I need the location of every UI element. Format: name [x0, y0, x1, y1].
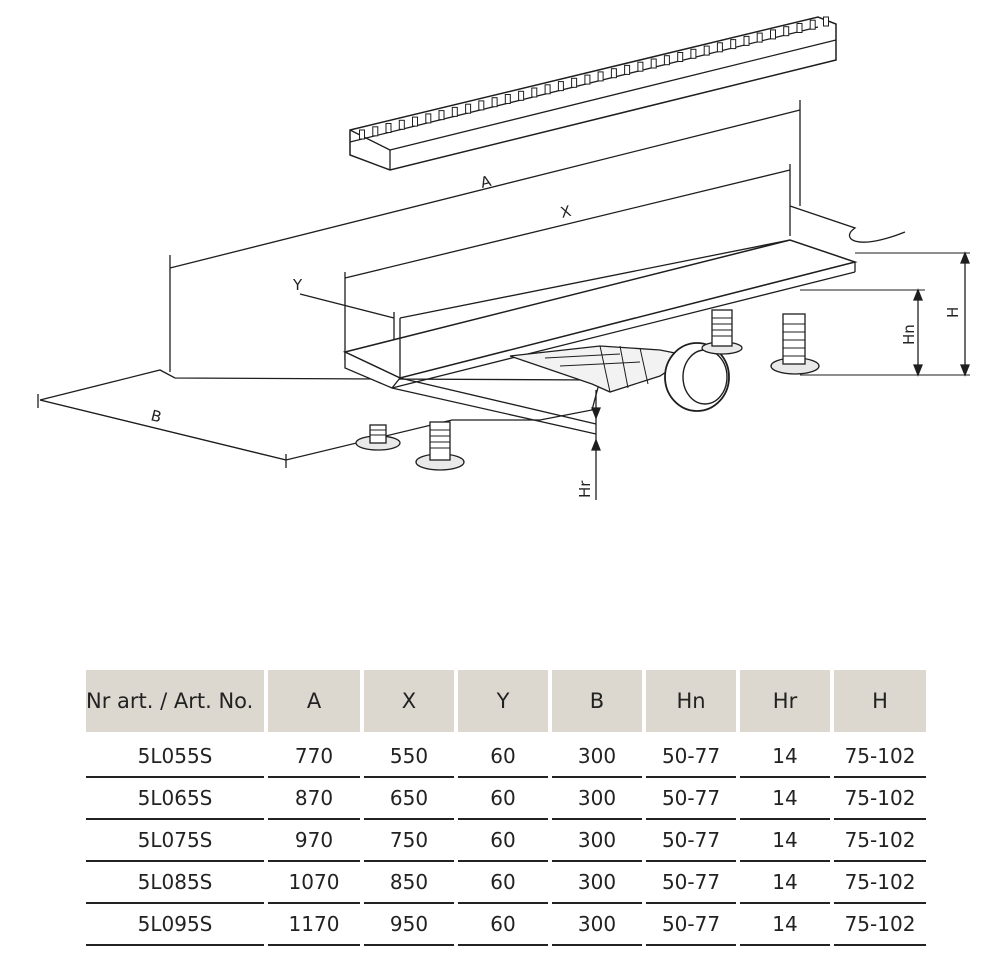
grate-slot	[572, 78, 577, 87]
cell-hn: 50-77	[644, 903, 738, 945]
cell-hr: 14	[738, 861, 832, 903]
cell-y: 60	[456, 732, 550, 777]
cell-hn: 50-77	[644, 732, 738, 777]
cell-hn: 50-77	[644, 819, 738, 861]
cell-x: 950	[362, 903, 456, 945]
floor-panel	[38, 365, 612, 468]
label-B: B	[149, 406, 164, 427]
grate-slot	[558, 82, 563, 91]
grate-slot	[466, 104, 471, 113]
cell-a: 1070	[266, 861, 362, 903]
foot-rear-right	[771, 314, 819, 374]
dimension-Hn	[800, 290, 925, 375]
grate-slot	[426, 114, 431, 123]
dimensions-table	[86, 670, 926, 946]
grate-slot	[797, 24, 802, 33]
drain-grate	[350, 17, 836, 170]
label-Y: Y	[293, 276, 303, 294]
grate-slot	[824, 17, 829, 26]
cell-hr: 14	[738, 819, 832, 861]
grate-slot	[691, 49, 696, 58]
cell-art-no: 5L085S	[86, 861, 266, 903]
dimension-H	[800, 253, 970, 375]
cell-b: 300	[550, 861, 644, 903]
grate-slot	[585, 75, 590, 84]
grate-slot	[744, 36, 749, 45]
cell-y: 60	[456, 777, 550, 819]
grate-slot	[771, 30, 776, 39]
grate-slot	[439, 111, 444, 120]
label-Hn: Hn	[900, 324, 918, 345]
grate-slot	[638, 62, 643, 71]
cell-y: 60	[456, 819, 550, 861]
cell-b: 300	[550, 732, 644, 777]
grate-slot	[479, 101, 484, 110]
label-A: A	[478, 171, 493, 192]
cell-art-no: 5L055S	[86, 732, 266, 777]
header-y: Y	[456, 670, 550, 732]
cell-a: 770	[266, 732, 362, 777]
grate-slot	[413, 117, 418, 126]
table-row	[86, 861, 926, 903]
grate-slot	[519, 91, 524, 100]
table-row	[86, 903, 926, 945]
cell-h: 75-102	[832, 777, 926, 819]
cell-x: 750	[362, 819, 456, 861]
grate-slot	[452, 107, 457, 116]
cell-a: 870	[266, 777, 362, 819]
grate-slot	[704, 46, 709, 55]
cell-y: 60	[456, 861, 550, 903]
header-hr: Hr	[738, 670, 832, 732]
cell-hn: 50-77	[644, 861, 738, 903]
cell-b: 300	[550, 819, 644, 861]
grate-slot	[532, 88, 537, 97]
cell-h: 75-102	[832, 861, 926, 903]
header-b: B	[550, 670, 644, 732]
grate-slot	[492, 98, 497, 107]
cell-art-no: 5L065S	[86, 777, 266, 819]
grate-slot	[651, 59, 656, 68]
grate-slot	[678, 53, 683, 62]
grate-slot	[717, 43, 722, 52]
foot-front-center	[416, 422, 464, 470]
table-row	[86, 732, 926, 777]
grate-slot	[757, 33, 762, 42]
cell-art-no: 5L075S	[86, 819, 266, 861]
cell-y: 60	[456, 903, 550, 945]
grate-slot	[598, 72, 603, 81]
cell-x: 850	[362, 861, 456, 903]
cell-hn: 50-77	[644, 777, 738, 819]
grate-slot	[545, 85, 550, 94]
cell-hr: 14	[738, 903, 832, 945]
grate-slot	[373, 127, 378, 136]
cell-h: 75-102	[832, 732, 926, 777]
header-a: A	[266, 670, 362, 732]
header-h: H	[832, 670, 926, 732]
cell-a: 970	[266, 819, 362, 861]
grate-slot	[810, 20, 815, 29]
grate-slot	[625, 65, 630, 74]
grate-slot	[664, 56, 669, 65]
grate-slot	[505, 95, 510, 104]
table-header-row	[86, 670, 926, 732]
grate-slot	[731, 40, 736, 49]
grate-slot	[611, 69, 616, 78]
cell-x: 550	[362, 732, 456, 777]
cell-h: 75-102	[832, 819, 926, 861]
grate-slot	[360, 130, 365, 139]
cell-a: 1170	[266, 903, 362, 945]
table-row	[86, 819, 926, 861]
grate-slot	[784, 27, 789, 36]
foot-rear-left	[702, 310, 742, 354]
label-X: X	[558, 201, 573, 222]
header-art-no: Nr art. / Art. No.	[86, 670, 266, 732]
cell-x: 650	[362, 777, 456, 819]
label-Hr: Hr	[576, 480, 594, 498]
cell-hr: 14	[738, 732, 832, 777]
table-row	[86, 777, 926, 819]
floor-edge	[790, 206, 905, 242]
grate-slot	[386, 124, 391, 133]
cell-b: 300	[550, 777, 644, 819]
header-x: X	[362, 670, 456, 732]
cell-art-no: 5L095S	[86, 903, 266, 945]
cell-hr: 14	[738, 777, 832, 819]
label-H: H	[944, 306, 962, 318]
grate-slot	[399, 120, 404, 129]
cell-h: 75-102	[832, 903, 926, 945]
header-hn: Hn	[644, 670, 738, 732]
cell-b: 300	[550, 903, 644, 945]
